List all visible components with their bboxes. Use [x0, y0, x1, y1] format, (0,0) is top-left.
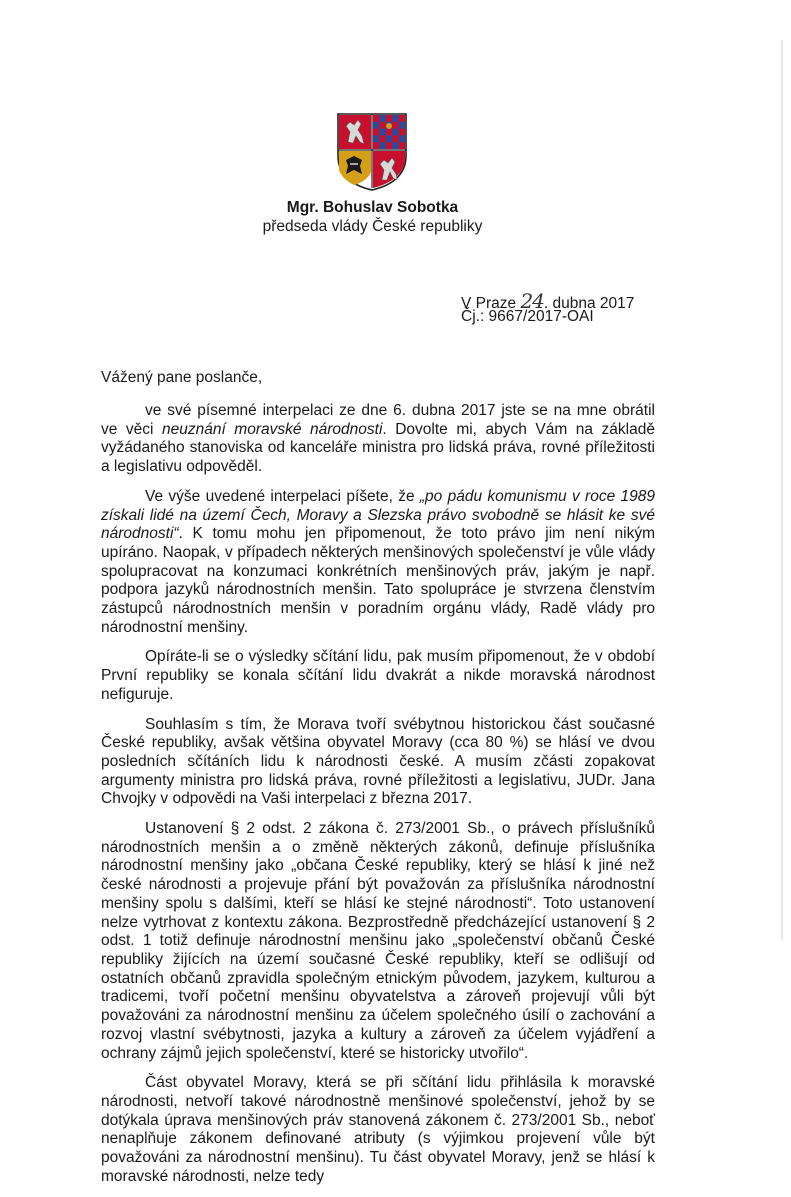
salutation: Vážený pane poslanče, [101, 369, 263, 386]
paragraph-1-text-a: ve své písemné interpelaci ze dne 6. dubna 2017 jste se na mne obrátil ve věci [101, 402, 655, 438]
letter-body [101, 402, 655, 1197]
paragraph-2-text-a: Ve výše uvedené interpelaci píšete, že [145, 487, 420, 505]
paragraph-1-emphasis: neuznání moravské národnosti [162, 420, 383, 438]
paragraph-5: Ustanovení § 2 odst. 2 zákona č. 273/2001 Sb., o právech příslušníků národnostních menšin a o změně některých zákonů, definuje příslušníka národnostní menšiny jako „občana České republiky, který se hlásí k jiné než české národnosti a projevuje přání být považován za příslušníka národnostní menšiny spolu s dalšími, kteří se hlásí ke stejné národnosti“. Toto ustanovení nelze vytrhovat z kontextu zákona. Bezprostředně předcházející ustanovení § 2 odst. 1 totiž definuje národnostní menšinu jako „společenství občanů České republiky žijících na území současné České republiky, kteří se odlišují od ostatních občanů zpravidla společným etnickým původem, jazykem, kulturou a tradicemi, tvoří početní menšinu obyvatelstva a zároveň projevují vůli být považováni za národnostní menšinu za účelem společného úsilí o zachování a rozvoj vlastní svébytnosti, jazyka a kultury a zároveň za účelem vyjádření a ochrany zájmů jejich společenství, které se historicky utvořilo“. [101, 820, 655, 1062]
paragraph-1 [101, 402, 655, 477]
date-suffix: . dubna 2017 [543, 295, 635, 312]
paragraph-2 [101, 488, 655, 638]
paragraph-2-text-b: . K tomu mohu jen připomenout, že toto právo jim není nikým upíráno. Naopak, v případech některých menšinových společenství je vůle vlády spolupracovat na konzumaci konkrétních menšinových práv, jakým je např. podpora jazyků národnostních menšin. Tato spolupráce je stvrzena členstvím zástupců národnostních menšin v poradním orgánu vlády, Radě vlády pro národnostní menšiny. [101, 525, 655, 636]
paragraph-6: Část obyvatel Moravy, která se při sčítání lidu přihlásila k moravské národnosti, netvoří takové národnostně menšinové společenství, jehož by se dotýkala úprava menšinových práv stanovená zákonem č. 273/2001 Sb., neboť nenaplňuje zákonem definované atributy (s výjimkou projevení vůle být považováni za národnostní menšinu). Tu část obyvatel Moravy, jenž se hlásí k moravské národnosti, nelze tedy [101, 1074, 655, 1185]
paragraph-2-quote: „po pádu komunismu v roce 1989 získali lidé na území Čech, Moravy a Slezska právo svobodně se hlásit ke své národnosti“ [101, 487, 655, 543]
paragraph-3: Opíráte-li se o výsledky sčítání lidu, pak musím připomenout, že v období První republiky se konala sčítání lidu dvakrát a nikde moravská národnost nefiguruje. [101, 648, 655, 703]
czech-coat-of-arms-icon [334, 112, 410, 192]
paragraph-1-text-b: . Dovolte mi, abych Vám na základě vyžádaného stanoviska od kanceláře ministra pro lidská práva, rovné příležitosti a legislativu odpověděl. [101, 420, 655, 476]
author-title: předseda vlády České republiky [262, 218, 483, 235]
scan-edge-shadow [781, 40, 783, 940]
handwritten-day: 24 [520, 289, 544, 313]
paragraph-4: Souhlasím s tím, že Morava tvoří svébytnou historickou část současné České republiky, avšak většina obyvatel Moravy (cca 80 %) se hlásí ve dvou posledních sčítáních lidu k národnosti české. A musím zčásti zopakovat argumenty ministra pro lidská práva, rovné příležitosti a legislativu, JUDr. Jana Chvojky v odpovědi na Vaši interpelaci z března 2017. [101, 715, 655, 808]
author-name: Mgr. Bohuslav Sobotka [286, 199, 459, 216]
date-prefix: V Praze [461, 295, 517, 312]
reference-number: Čj.: 9667/2017-OAI [461, 308, 594, 325]
